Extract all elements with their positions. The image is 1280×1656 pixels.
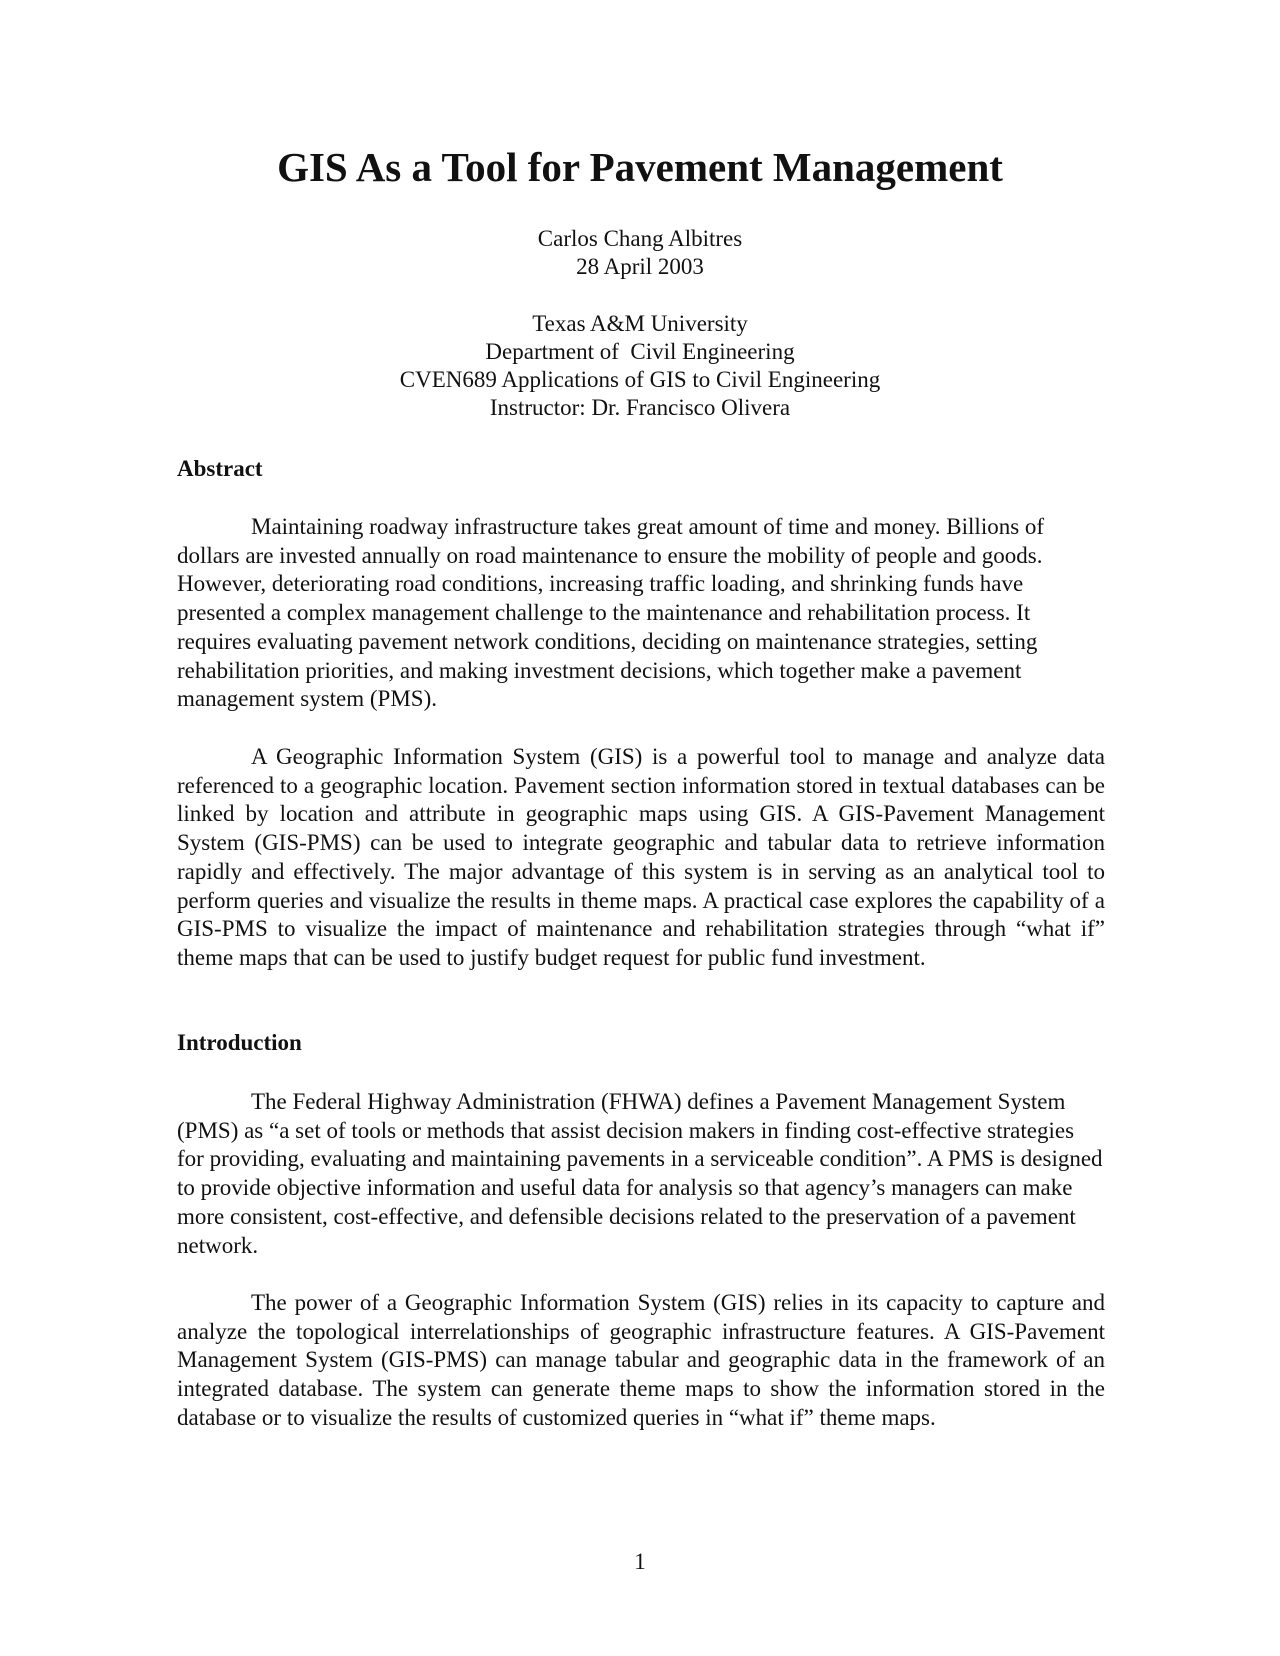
course: CVEN689 Applications of GIS to Civil Engineering [399, 367, 881, 392]
affiliation-block [0, 310, 1280, 422]
department: Department of Civil Engineering [485, 339, 795, 364]
author-block [0, 225, 1280, 281]
paper-title: GIS As a Tool for Pavement Management [277, 144, 1003, 190]
abstract-paragraph-1: Maintaining roadway infrastructure takes great amount of time and money. Billions of dollars are invested annually on road maintenance to ensure the mobility of people and goods. However, deteriorating road conditions, increasing traffic loading, and shrinking funds have presented a complex management challenge to the maintenance and rehabilitation process. It requires evaluating pavement network conditions, deciding on maintenance strategies, setting rehabilitation priorities, and making investment decisions, which together make a pavement management system (PMS). [177, 514, 1045, 712]
instructor: Instructor: Dr. Francisco Olivera [489, 395, 791, 420]
introduction-heading: Introduction [177, 1030, 302, 1055]
abstract-heading: Abstract [177, 456, 263, 481]
author-name: Carlos Chang Albitres [537, 226, 743, 251]
introduction-paragraph-1: The Federal Highway Administration (FHWA) defines a Pavement Management System (PMS) as “a set of tools or methods that assist decision makers in finding cost-effective strategies for providing, evaluating and maintaining pavements in a serviceable condition”. A PMS is designed to provide objective information and useful data for analysis so that agency’s managers can make more consistent, cost-effective, and defensible decisions related to the preservation of a pavement network. [177, 1089, 1103, 1258]
paper-date: 28 April 2003 [576, 254, 704, 279]
university: Texas A&M University [532, 311, 748, 336]
page-number: 1 [634, 1549, 646, 1574]
introduction-paragraph-2: The power of a Geographic Information System (GIS) relies in its capacity to capture and analyze the topological interrelationships of geographic infrastructure features. A GIS-Pavement Management System (GIS-PMS) can manage tabular and geographic data in the framework of an integrated database. The system can generate theme maps to show the information stored in the database or to visualize the results of customized queries in “what if” theme maps. [177, 1290, 1105, 1430]
abstract-paragraph-2: A Geographic Information System (GIS) is a powerful tool to manage and analyze data referenced to a geographic location. Pavement section information stored in textual databases can be linked by location and attribute in geographic maps using GIS. A GIS-Pavement Management System (GIS-PMS) can be used to integrate geographic and tabular data to retrieve information rapidly and effectively. The major advantage of this system is in serving as an analytical tool to perform queries and visualize the results in theme maps. A practical case explores the capability of a GIS-PMS to visualize the impact of maintenance and rehabilitation strategies through “what if” theme maps that can be used to justify budget request for public fund investment. [177, 744, 1105, 970]
